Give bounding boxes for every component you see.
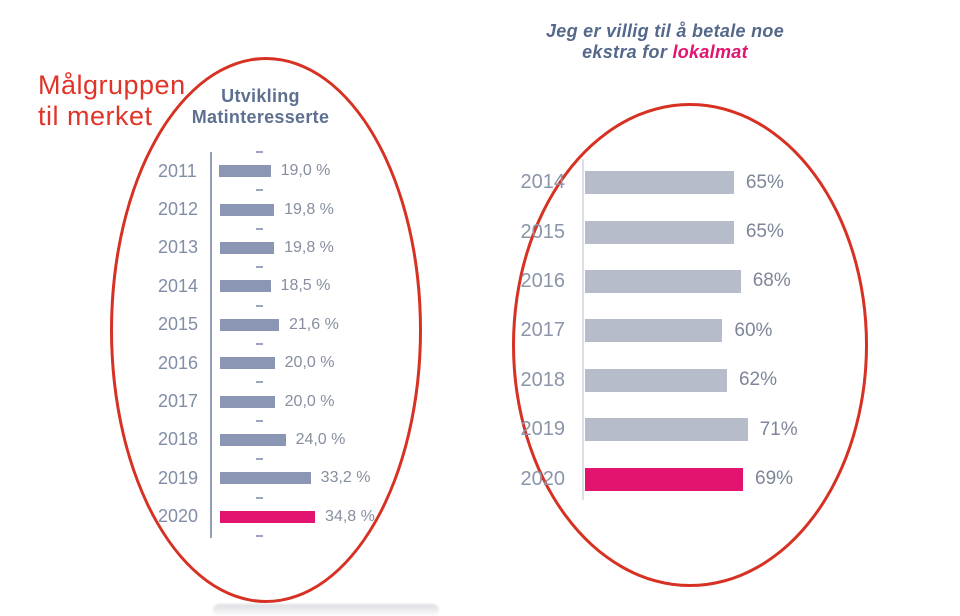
chart-row	[158, 498, 428, 536]
category-label: 2014	[520, 171, 565, 194]
bar	[220, 472, 311, 484]
bar	[585, 270, 741, 293]
chart-row	[158, 306, 428, 344]
bottom-shadow-bar	[213, 604, 439, 616]
highlight-bar	[220, 511, 315, 523]
bar	[220, 242, 274, 254]
bar	[585, 171, 734, 194]
category-label: 2020	[520, 467, 565, 490]
category-label: 2014	[158, 275, 199, 296]
chart-title-lokalmat-line2-prefix: ekstra for	[582, 42, 673, 62]
category-label: 2011	[158, 160, 197, 181]
bar	[585, 319, 722, 342]
chart-row	[158, 229, 428, 267]
chart-title-lokalmat	[515, 21, 815, 63]
chart-row	[158, 152, 428, 190]
value-label: 71%	[759, 418, 798, 440]
category-label: 2019	[520, 418, 565, 441]
bar	[220, 319, 279, 331]
bar	[585, 418, 748, 441]
value-label: 19,8 %	[284, 238, 334, 256]
chart-row	[158, 421, 428, 459]
bar	[220, 280, 271, 292]
category-label: 2017	[520, 319, 565, 342]
value-label: 18,5 %	[280, 277, 331, 295]
matinteresserte-chart	[158, 152, 428, 538]
value-label: 33,2 %	[320, 469, 371, 487]
chart-rows-left	[158, 152, 428, 536]
chart-row	[158, 190, 428, 228]
chart-row	[520, 454, 850, 503]
bar	[585, 369, 727, 392]
value-label: 24,0 %	[295, 430, 346, 448]
bar	[220, 357, 275, 369]
value-label: 62%	[738, 369, 777, 391]
category-label: 2015	[158, 314, 199, 335]
target-group-line1: Målgruppen	[38, 70, 186, 100]
chart-title-lokalmat-line1: Jeg er villig til å betale noe	[545, 21, 785, 41]
chart-row	[158, 382, 428, 420]
value-label: 65%	[745, 171, 784, 193]
category-label: 2017	[158, 391, 199, 412]
chart-row	[520, 356, 850, 405]
category-label: 2018	[158, 429, 199, 450]
bar	[220, 396, 275, 408]
chart-row	[520, 306, 850, 355]
chart-row	[158, 267, 428, 305]
chart-row	[158, 344, 428, 382]
lokalmat-chart	[520, 158, 850, 504]
bar	[219, 165, 271, 177]
value-label: 68%	[752, 270, 791, 292]
category-label: 2016	[158, 352, 199, 373]
value-label: 20,0 %	[284, 392, 335, 410]
chart-row	[520, 257, 850, 306]
bar	[220, 204, 274, 216]
value-label: 20,0 %	[284, 354, 335, 372]
category-label: 2013	[158, 237, 199, 258]
category-label: 2020	[158, 506, 199, 527]
value-label: 69%	[755, 468, 794, 490]
value-label: 60%	[734, 319, 773, 341]
value-label: 19,8 %	[284, 200, 334, 218]
value-label: 19,0 %	[280, 162, 331, 180]
chart-title-matinteresserte: Utvikling Matinteresserte	[191, 86, 330, 127]
chart-row	[520, 207, 850, 256]
target-group-line2: til merket	[38, 101, 153, 131]
bar	[585, 221, 734, 244]
highlight-bar	[585, 468, 743, 491]
chart-row	[520, 405, 850, 454]
chart-title-lokalmat-highlight: lokalmat	[672, 42, 748, 62]
value-label: 65%	[745, 221, 784, 243]
category-label: 2019	[158, 467, 199, 488]
category-label: 2016	[520, 269, 565, 292]
value-label: 21,6 %	[289, 315, 339, 333]
chart-row	[158, 459, 428, 497]
category-label: 2018	[520, 368, 565, 391]
category-label: 2012	[158, 199, 199, 220]
chart-row	[520, 158, 850, 207]
value-label: 34,8 %	[325, 507, 375, 525]
chart-rows-right	[520, 158, 850, 504]
bar	[220, 434, 286, 446]
category-label: 2015	[520, 220, 565, 243]
